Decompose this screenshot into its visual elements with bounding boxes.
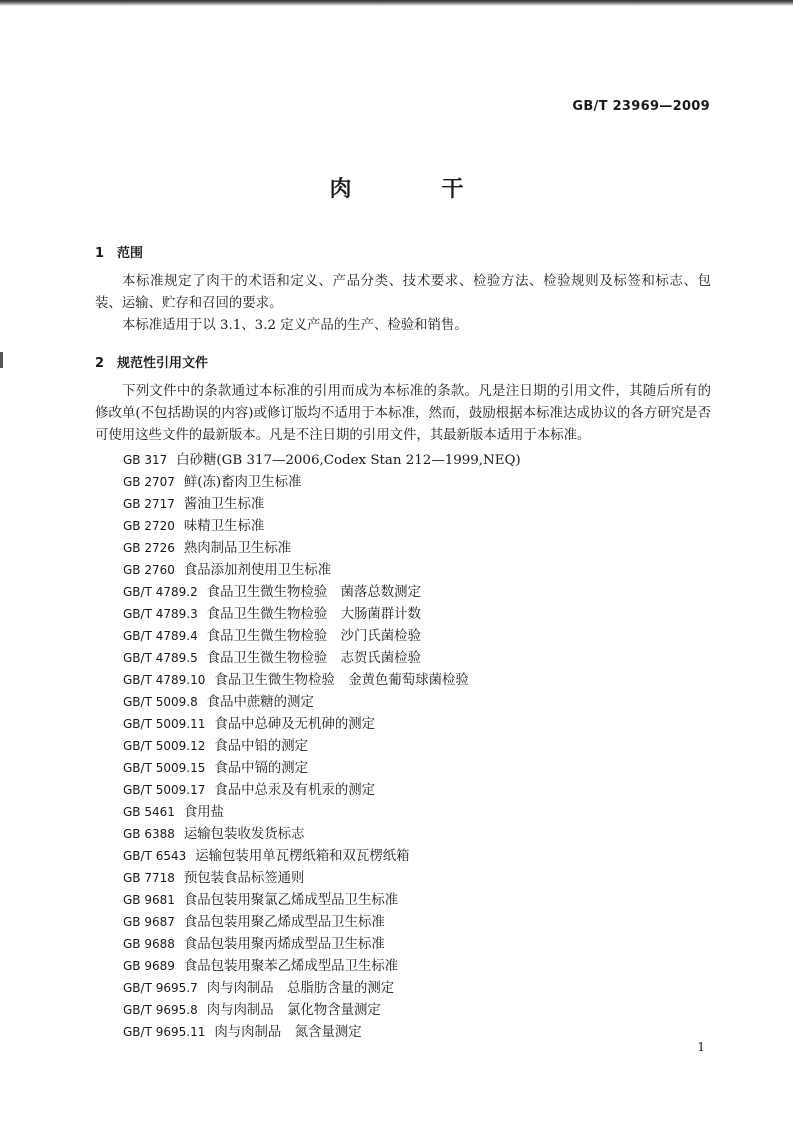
reference-code: GB 2726: [123, 541, 175, 555]
section-heading-scope: [95, 242, 143, 261]
reference-code: GB 317: [123, 453, 168, 467]
reference-title: 肉与肉制品 氮含量测定: [214, 1025, 362, 1040]
reference-item: [123, 757, 521, 779]
reference-code: GB/T 5009.8: [123, 695, 198, 709]
scan-edge-top: [0, 0, 793, 6]
reference-list: [123, 449, 521, 1043]
reference-item: [123, 911, 521, 933]
reference-title: 食品卫生微生物检验 金黄色葡萄球菌检验: [214, 673, 469, 688]
reference-item: [123, 889, 521, 911]
scope-paragraph-1: 本标准规定了肉干的术语和定义、产品分类、技术要求、检验方法、检验规则及标签和标志、包装、运输、贮存和召回的要求。: [95, 274, 711, 311]
reference-code: GB 2707: [123, 475, 175, 489]
reference-title: 预包装食品标签通则: [183, 871, 305, 886]
reference-title: 食品包装用聚丙烯成型品卫生标准: [183, 937, 385, 952]
section-number: 1: [95, 246, 105, 261]
reference-title: 食品中铅的测定: [214, 739, 309, 754]
reference-code: GB/T 4789.5: [123, 651, 198, 665]
reference-title: 食品添加剂使用卫生标准: [183, 563, 332, 578]
reference-code: GB 2717: [123, 497, 175, 511]
document-title: 肉干: [329, 177, 554, 202]
reference-item: [123, 735, 521, 757]
reference-code: GB 2760: [123, 563, 175, 577]
reference-title: 肉与肉制品 总脂肪含量的测定: [206, 981, 395, 996]
reference-code: GB/T 5009.12: [123, 739, 206, 753]
reference-item: [123, 559, 521, 581]
reference-code: GB/T 5009.11: [123, 717, 206, 731]
reference-code: GB/T 9695.11: [123, 1025, 206, 1039]
section-title: 范围: [117, 246, 144, 261]
reference-title: 白砂糖(GB 317—2006,Codex Stan 212—1999,NEQ): [176, 453, 521, 468]
section-number: 2: [95, 356, 105, 371]
reference-item: [123, 581, 521, 603]
reference-item: [123, 801, 521, 823]
reference-title: 食品卫生微生物检验 大肠菌群计数: [206, 607, 421, 622]
reference-title: 运输包装用单瓦楞纸箱和双瓦楞纸箱: [195, 849, 410, 864]
reference-item: [123, 713, 521, 735]
reference-item: [123, 603, 521, 625]
page-number: 1: [697, 1040, 705, 1054]
reference-title: 味精卫生标准: [183, 519, 265, 534]
reference-code: GB/T 4789.10: [123, 673, 206, 687]
reference-code: GB/T 4789.4: [123, 629, 198, 643]
reference-title: 食品中总汞及有机汞的测定: [214, 783, 376, 798]
reference-item: [123, 449, 521, 471]
reference-code: GB/T 6543: [123, 849, 187, 863]
reference-title: 食品中镉的测定: [214, 761, 309, 776]
references-intro: 下列文件中的条款通过本标准的引用而成为本标准的条款。凡是注日期的引用文件，其随后所有的修改单(不包括勘误的内容)或修订版均不适用于本标准，然而，鼓励根据本标准达成协议的各方研究是否可使用这些文件的最新版本。凡是不注日期的引用文件，其最新版本适用于本标准。: [95, 384, 711, 443]
reference-item: [123, 669, 521, 691]
reference-code: GB/T 4789.3: [123, 607, 198, 621]
standard-code: GB/T 23969—2009: [572, 99, 710, 114]
reference-title: 食品卫生微生物检验 志贺氏菌检验: [206, 651, 421, 666]
reference-code: GB/T 4789.2: [123, 585, 198, 599]
reference-item: [123, 493, 521, 515]
reference-item: [123, 867, 521, 889]
scan-edge-left: [0, 352, 3, 368]
reference-item: [123, 977, 521, 999]
reference-code: GB 6388: [123, 827, 175, 841]
reference-title: 食品中总砷及无机砷的测定: [214, 717, 376, 732]
reference-item: [123, 933, 521, 955]
reference-title: 食品中蔗糖的测定: [206, 695, 314, 710]
reference-item: [123, 1021, 521, 1043]
reference-title: 熟肉制品卫生标准: [183, 541, 292, 556]
reference-item: [123, 515, 521, 537]
reference-title: 食品包装用聚苯乙烯成型品卫生标准: [183, 959, 399, 974]
reference-code: GB/T 5009.17: [123, 783, 206, 797]
reference-item: [123, 779, 521, 801]
scope-paragraph-2: 本标准适用于以 3.1、3.2 定义产品的生产、检验和销售。: [122, 318, 468, 333]
reference-code: GB 9687: [123, 915, 175, 929]
reference-code: GB 5461: [123, 805, 175, 819]
reference-code: GB 2720: [123, 519, 175, 533]
reference-title: 运输包装收发货标志: [183, 827, 305, 842]
reference-title: 食品包装用聚乙烯成型品卫生标准: [183, 915, 385, 930]
reference-item: [123, 955, 521, 977]
reference-title: 食用盐: [183, 805, 225, 820]
reference-code: GB/T 5009.15: [123, 761, 206, 775]
reference-title: 食品卫生微生物检验 菌落总数测定: [206, 585, 421, 600]
reference-item: [123, 999, 521, 1021]
reference-item: [123, 845, 521, 867]
reference-item: [123, 471, 521, 493]
reference-item: [123, 823, 521, 845]
reference-code: GB 9688: [123, 937, 175, 951]
reference-item: [123, 647, 521, 669]
reference-item: [123, 691, 521, 713]
reference-item: [123, 625, 521, 647]
reference-code: GB 7718: [123, 871, 175, 885]
reference-title: 食品包装用聚氯乙烯成型品卫生标准: [183, 893, 399, 908]
reference-item: [123, 537, 521, 559]
reference-title: 食品卫生微生物检验 沙门氏菌检验: [206, 629, 421, 644]
reference-title: 肉与肉制品 氯化物含量测定: [206, 1003, 381, 1018]
reference-code: GB 9681: [123, 893, 175, 907]
reference-code: GB 9689: [123, 959, 175, 973]
reference-title: 酱油卫生标准: [183, 497, 265, 512]
reference-code: GB/T 9695.7: [123, 981, 198, 995]
section-heading-references: [95, 352, 208, 371]
reference-title: 鲜(冻)畜肉卫生标准: [183, 475, 302, 490]
section-title: 规范性引用文件: [117, 356, 209, 371]
reference-code: GB/T 9695.8: [123, 1003, 198, 1017]
